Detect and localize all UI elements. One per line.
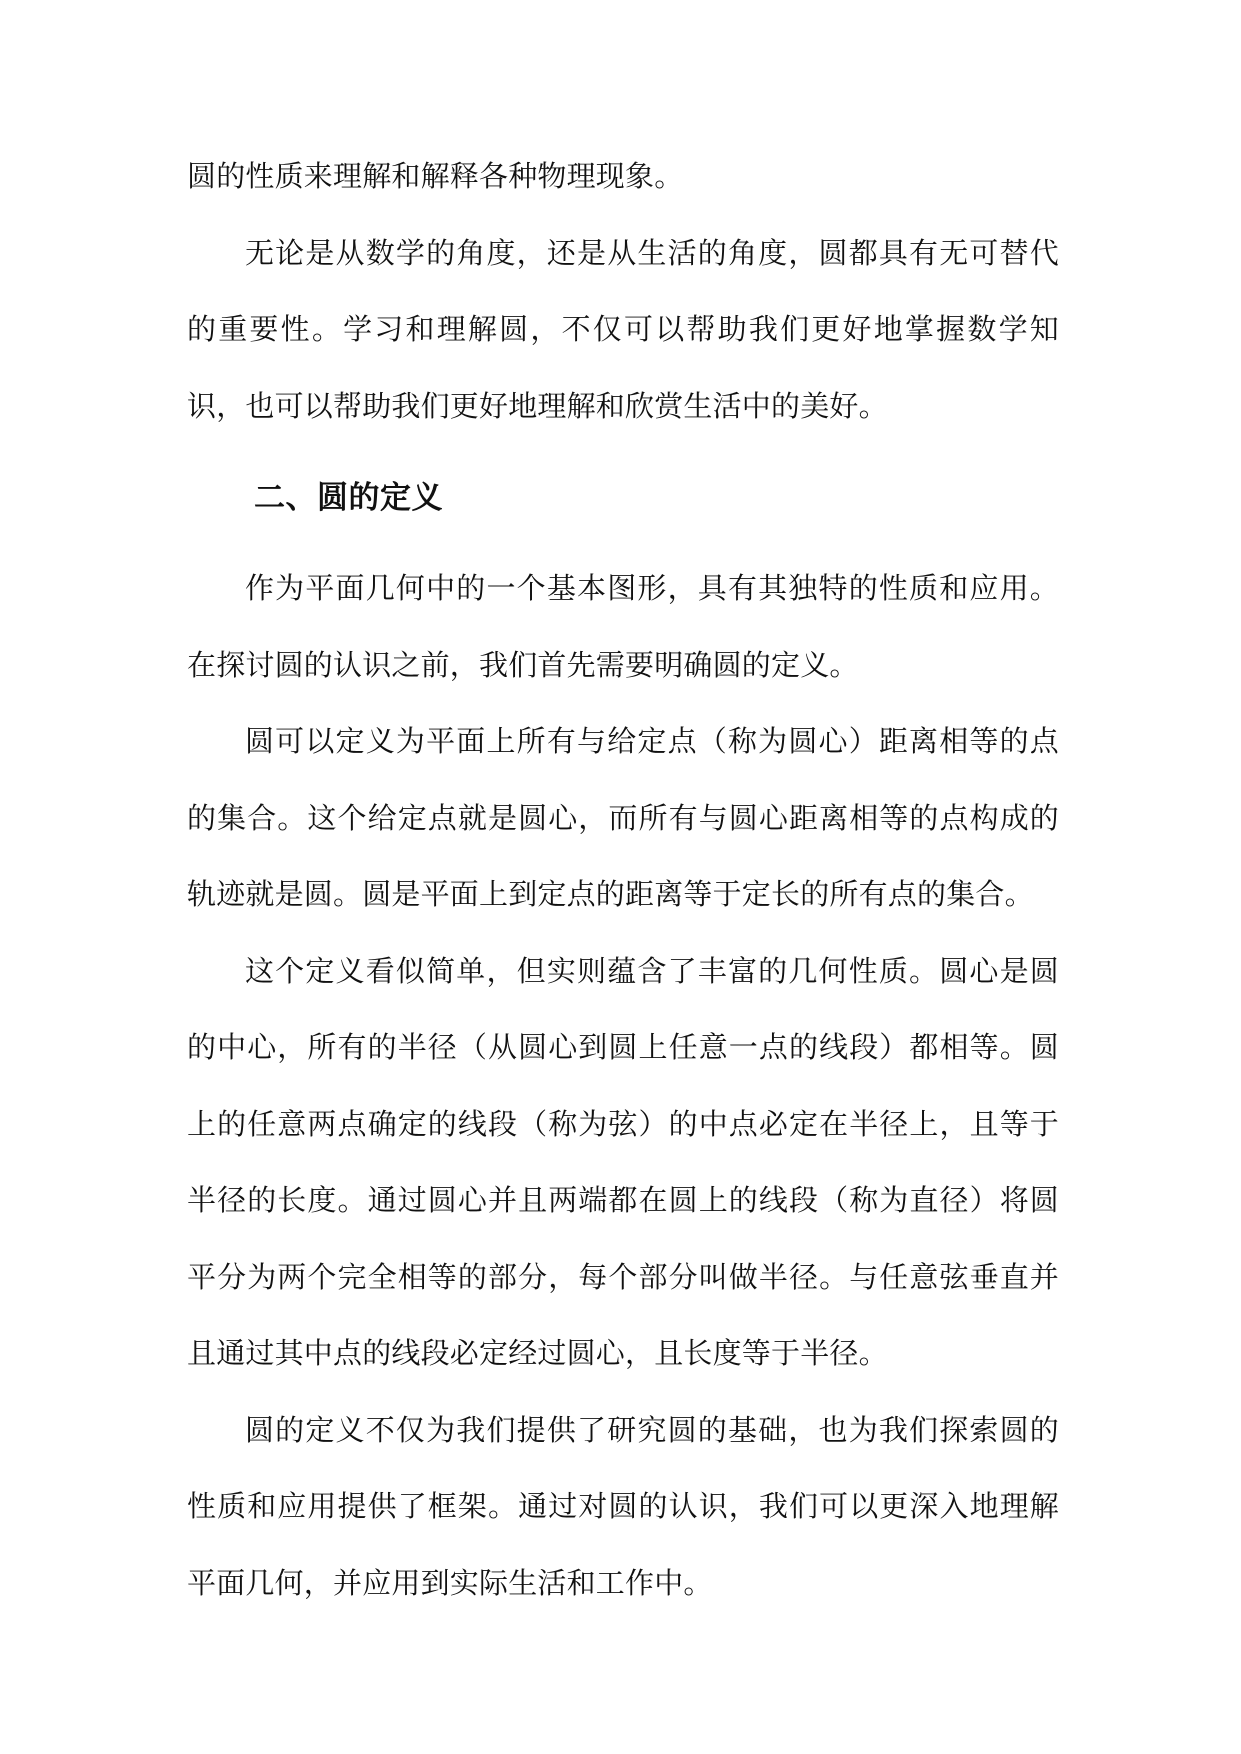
paragraph-properties: 这个定义看似简单，但实则蕴含了丰富的几何性质。圆心是圆的中心，所有的半径（从圆心到圆上任意一点的线段）都相等。圆上的任意两点确定的线段（称为弦）的中点必定在半径上，且等于半径的长度。通过圆心并且两端都在圆上的线段（称为直径）将圆平分为两个完全相等的部分，每个部分叫做半径。与任意弦垂直并且通过其中点的线段必定经过圆心，且长度等于半径。: [187, 953, 1059, 1370]
paragraph-definition: 圆可以定义为平面上所有与给定点（称为圆心）距离相等的点的集合。这个给定点就是圆心，而所有与圆心距离相等的点构成的轨迹就是圆。圆是平面上到定点的距离等于定长的所有点的集合。: [187, 724, 1059, 911]
paragraph-importance: 无论是从数学的角度，还是从生活的角度，圆都具有无可替代的重要性。学习和理解圆，不仅可以帮助我们更好地掌握数学知识，也可以帮助我们更好地理解和欣赏生活中的美好。: [187, 235, 1059, 423]
document-body: [187, 138, 1059, 1621]
section-heading: 二、圆的定义: [254, 480, 443, 516]
paragraph-conclusion: 圆的定义不仅为我们提供了研究圆的基础，也为我们探索圆的性质和应用提供了框架。通过对圆的认识，我们可以更深入地理解平面几何，并应用到实际生活和工作中。: [187, 1412, 1059, 1600]
paragraph-intro: 作为平面几何中的一个基本图形，具有其独特的性质和应用。在探讨圆的认识之前，我们首先需要明确圆的定义。: [187, 571, 1059, 682]
paragraph-continuation: 圆的性质来理解和解释各种物理现象。: [187, 159, 684, 193]
